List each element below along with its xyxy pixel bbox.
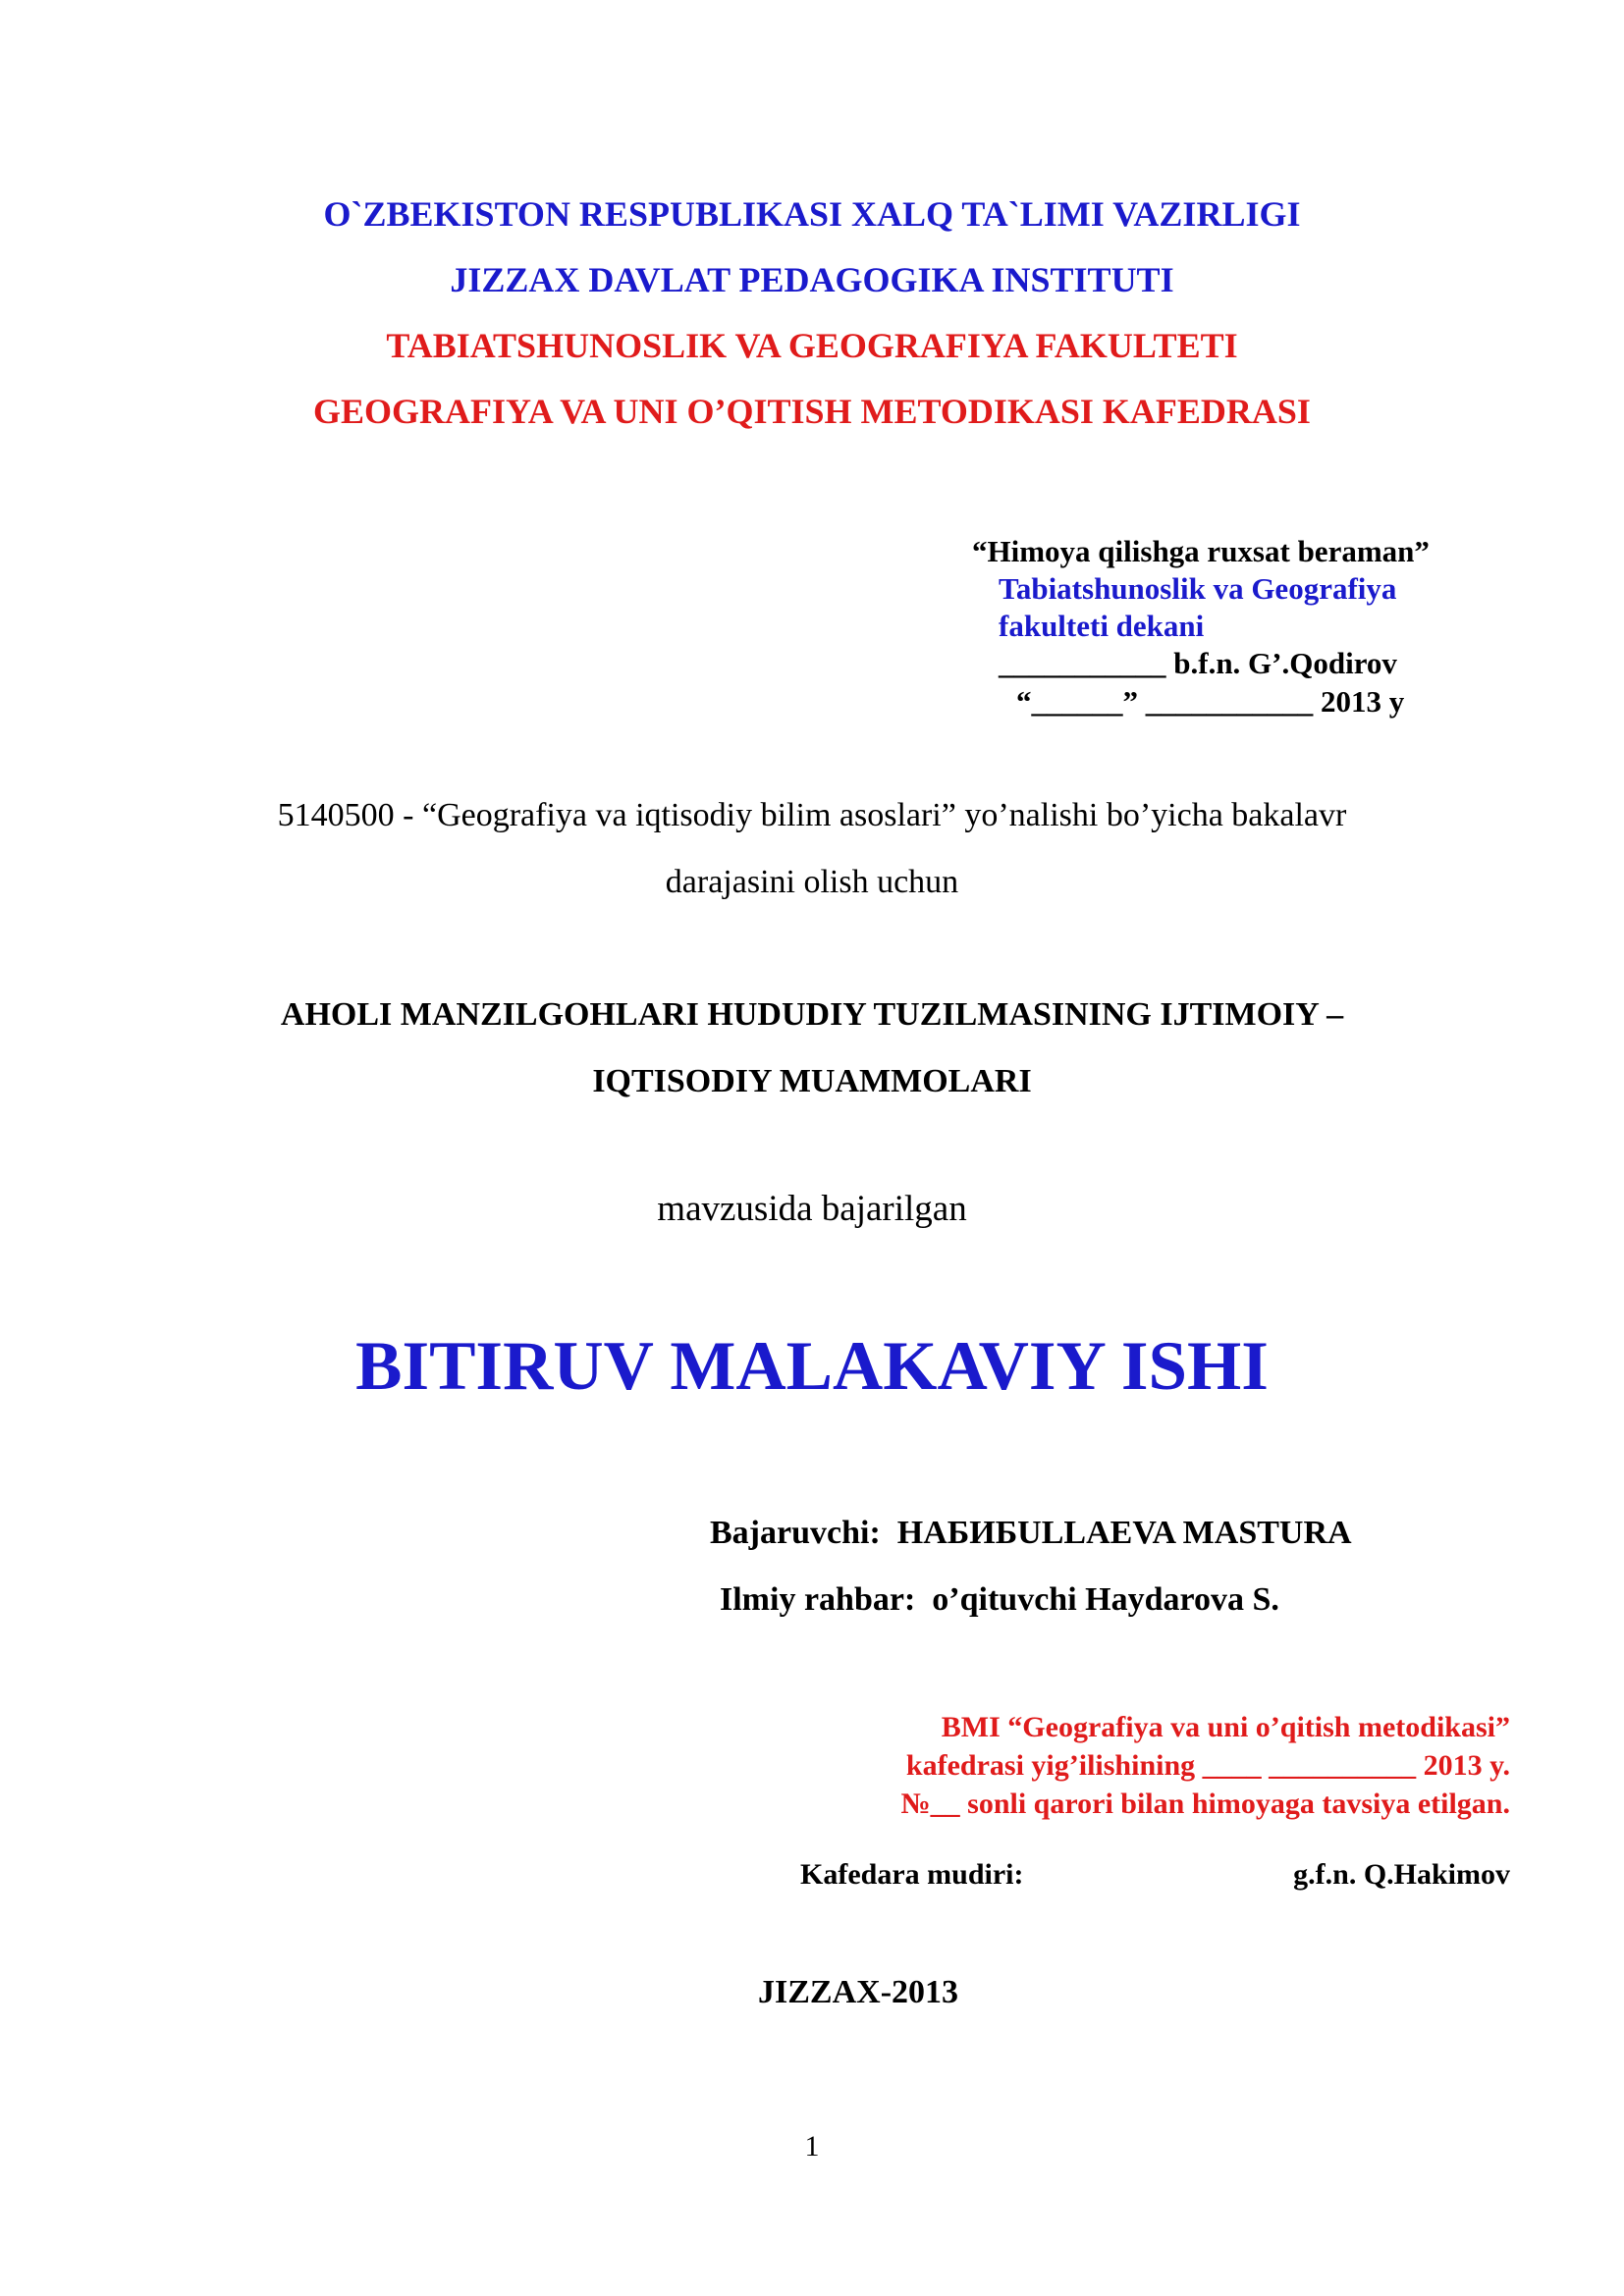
topic-line2: IQTISODIY MUAMMOLARI [592, 1063, 1032, 1099]
head-label: Kafedara mudiri: [800, 1858, 1024, 1891]
recommendation-line1: BMI “Geografiya va uni o’qitish metodikasi” [941, 1711, 1510, 1743]
advisor-name: o’qituvchi Haydarova S. [932, 1581, 1279, 1618]
approval-signature: ___________ b.f.n. G’.Qodirov [999, 646, 1397, 680]
author-line [710, 1515, 1352, 1552]
head-name: g.f.n. Q.Hakimov [1293, 1858, 1510, 1891]
city-year: JIZZAX-2013 [758, 1974, 959, 2010]
subject-note: mavzusida bajarilgan [657, 1189, 967, 1229]
author-label: Bajaruvchi: [710, 1515, 881, 1551]
approval-role-line1: Tabiatshunoslik va Geografiya [999, 571, 1397, 606]
advisor-label: Ilmiy rahbar: [720, 1581, 916, 1618]
approval-date: “______” ___________ 2013 y [1016, 684, 1405, 719]
institute-title: JIZZAX DAVLAT PEDAGOGIKA INSTITUTI [450, 260, 1174, 299]
topic-line1: AHOLI MANZILGOHLARI HUDUDIY TUZILMASINING IJTIMOIY – [280, 996, 1344, 1033]
author-name: НАБИБULLAEVA MASTURA [896, 1515, 1352, 1551]
ministry-title: O`ZBEKISTON RESPUBLIKASI XALQ TA`LIMI VAZIRLIGI [323, 194, 1301, 234]
approval-permission: “Himoya qilishga ruxsat beraman” [972, 534, 1430, 568]
purpose-line1: 5140500 - “Geografiya va iqtisodiy bilim asoslari” yo’nalishi bo’yicha bakalavr [277, 797, 1347, 833]
purpose-line2: darajasini olish uchun [665, 864, 959, 900]
faculty-title: TABIATSHUNOSLIK VA GEOGRAFIYA FAKULTETI [386, 326, 1238, 365]
recommendation-line2: kafedrasi yig’ilishining ____ __________ 2013 y. [905, 1749, 1510, 1782]
recommendation-line3: №__ sonli qarori bilan himoyaga tavsiya etilgan. [900, 1788, 1510, 1820]
department-title: GEOGRAFIYA VA UNI O’QITISH METODIKASI KAFEDRASI [313, 392, 1311, 431]
page-number: 1 [804, 2130, 820, 2163]
approval-role-line2: fakulteti dekani [999, 609, 1205, 643]
advisor-line [720, 1581, 1279, 1619]
work-type-title: BITIRUV MALAKAVIY ISHI [355, 1328, 1269, 1405]
